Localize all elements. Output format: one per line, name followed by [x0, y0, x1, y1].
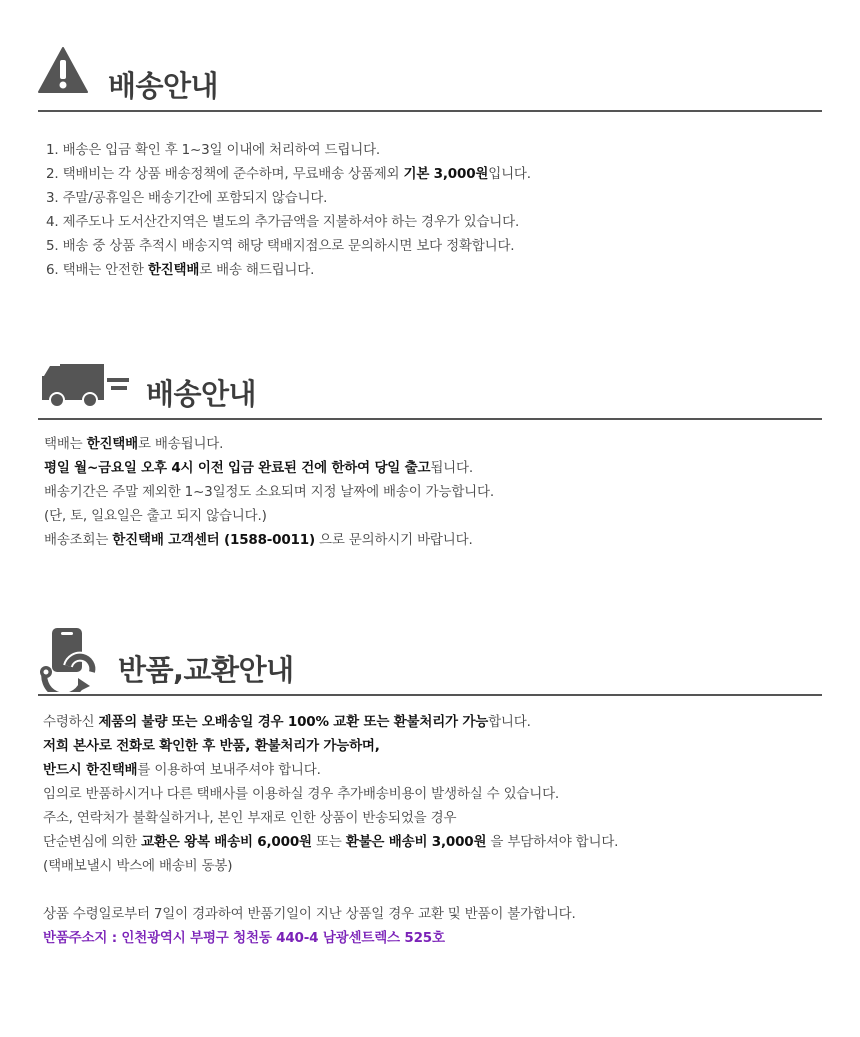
text: 1. 배송은 입금 확인 후 1~3일 이내에 처리하여 드립니다.	[46, 142, 381, 158]
text-bold: 교환은 왕복 배송비 6,000원	[141, 834, 312, 850]
text: 3. 주말/공휴일은 배송기간에 포함되지 않습니다.	[46, 190, 328, 206]
list-item	[46, 210, 531, 234]
text: 로 배송 해드립니다.	[199, 262, 315, 278]
delivery-list	[44, 432, 494, 552]
list-item	[46, 258, 531, 282]
text-bold: 제품의 불량 또는 오배송일 경우 100% 교환 또는 환불처리가 가능	[98, 714, 489, 730]
list-item	[43, 806, 618, 830]
text: 또는	[311, 834, 346, 850]
section-header	[38, 346, 822, 420]
text: 을 부담하셔야 합니다.	[486, 834, 619, 850]
text: (단, 토, 일요일은 출고 되지 않습니다.)	[44, 508, 267, 524]
text: 임의로 반품하시거나 다른 택배사를 이용하실 경우 추가배송비용이 발생하실 수 있습니다.	[43, 786, 560, 802]
list-item	[43, 758, 618, 782]
section-title: 배송안내	[146, 377, 257, 411]
notice-text: 상품 수령일로부터 7일이 경과하여 반품기일이 지난 상품일 경우 교환 및 반품이 불가합니다.	[43, 906, 576, 922]
text: 됩니다.	[430, 460, 473, 476]
delivery-section	[38, 346, 822, 548]
shipping-info-section	[38, 38, 822, 278]
list-item	[46, 138, 531, 162]
text: 단순변심에 의한	[43, 834, 142, 850]
text: 6. 택배는 안전한	[46, 262, 148, 278]
text: 4. 제주도나 도서산간지역은 별도의 추가금액을 지불하셔야 하는 경우가 있습니다.	[46, 214, 520, 230]
text-bold: 평일 월~금요일 오후 4시 이전 입금 완료된 건에 한하여 당일 출고	[44, 460, 431, 476]
text-bold: 기본 3,000원	[403, 166, 489, 182]
list-item	[44, 456, 494, 480]
text: 2. 택배비는 각 상품 배송정책에 준수하며, 무료배송 상품제외	[46, 166, 404, 182]
text: 수령하신	[43, 714, 99, 730]
text: 입니다.	[488, 166, 531, 182]
truck-icon	[40, 360, 132, 410]
text-bold: 한진택배	[147, 262, 200, 278]
list-item	[46, 162, 531, 186]
section-header	[38, 38, 822, 112]
text: 로 배송됩니다.	[138, 436, 224, 452]
list-item	[43, 710, 618, 734]
list-item	[46, 186, 531, 210]
text: 5. 배송 중 상품 추적시 배송지역 해당 택배지점으로 문의하시면 보다 정확합니다.	[46, 238, 515, 254]
text: (택배보낼시 박스에 배송비 동봉)	[43, 858, 233, 874]
text-bold: 한진택배	[86, 436, 138, 452]
list-item	[43, 854, 618, 878]
text: 택배는	[44, 436, 87, 452]
section-title: 반품,교환안내	[118, 653, 294, 687]
spacer	[43, 878, 618, 902]
return-list	[43, 710, 618, 950]
text-bold: 저희 본사로 전화로 확인한 후 반품, 환불처리가 가능하며,	[43, 738, 380, 754]
list-item	[44, 480, 494, 504]
text: 배송조회는	[44, 532, 113, 548]
list-item	[46, 234, 531, 258]
text: 합니다.	[488, 714, 531, 730]
section-title: 배송안내	[108, 69, 219, 103]
text-bold: 한진택배 고객센터 (1588-0011)	[112, 532, 315, 548]
list-item	[44, 432, 494, 456]
return-exchange-section	[38, 622, 822, 946]
text: 으로 문의하시기 바랍니다.	[314, 532, 473, 548]
list-item	[43, 830, 618, 854]
text-bold: 반드시 한진택배	[43, 762, 138, 778]
list-item	[43, 734, 618, 758]
shipping-list	[46, 138, 531, 282]
warning-icon	[38, 47, 88, 93]
list-item	[44, 504, 494, 528]
list-item	[44, 528, 494, 552]
phone-return-icon	[38, 626, 106, 692]
text: 주소, 연락처가 불확실하거나, 본인 부재로 인한 상품이 반송되었을 경우	[43, 810, 457, 826]
return-address: 반품주소지 : 인천광역시 부평구 청천동 440-4 남광센트렉스 525호	[43, 930, 445, 946]
list-item	[43, 782, 618, 806]
text: 배송기간은 주말 제외한 1~3일정도 소요되며 지정 날짜에 배송이 가능합니다.	[44, 484, 494, 500]
text-bold: 환불은 배송비 3,000원	[345, 834, 487, 850]
section-header	[38, 622, 822, 696]
text: 를 이용하여 보내주셔야 합니다.	[137, 762, 321, 778]
